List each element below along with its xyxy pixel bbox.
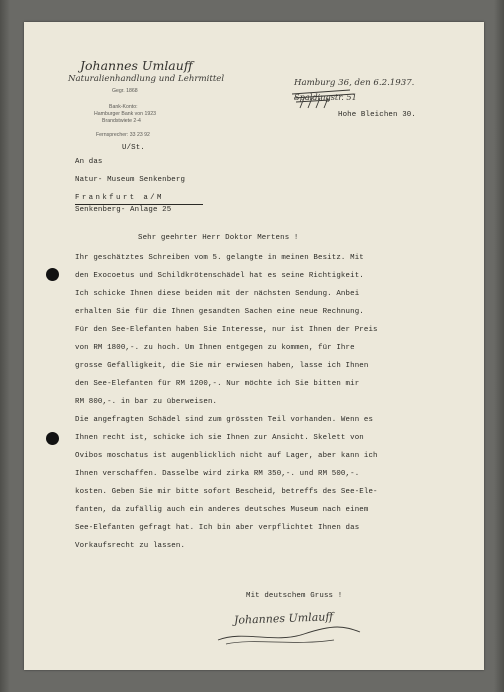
body-line: den Exocoetus und Schildkrötenschädel hat es seine Richtigkeit. xyxy=(75,272,364,280)
salutation: Sehr geehrter Herr Doktor Mertens ! xyxy=(138,234,299,242)
body-line: Ihnen recht ist, schicke ich sie Ihnen zur Ansicht. Skelett von xyxy=(75,434,364,442)
body-line: kosten. Geben Sie mir bitte sofort Bescheid, betreffs des See-Ele- xyxy=(75,488,378,496)
place-date: Hamburg 36, den 6.2.1937. xyxy=(294,78,415,88)
body-line: Für den See-Elefanten haben Sie Interesse, nur ist Ihnen der Preis xyxy=(75,326,378,334)
recipient-line-1: An das xyxy=(75,158,103,166)
punch-hole-top xyxy=(46,268,59,281)
body-line: Die angefragten Schädel sind zum grössten Teil vorhanden. Wenn es xyxy=(75,416,374,424)
reference-mark: U/St. xyxy=(122,144,145,152)
body-line: Ihnen verschaffen. Dasselbe wird zirka RM 350,-. und RM 500,-. xyxy=(75,470,360,478)
body-line: den See-Elefanten für RM 1200,-. Nur möchte ich Sie bitten mir xyxy=(75,380,360,388)
body-line: Vorkaufsrecht zu lassen. xyxy=(75,542,186,550)
street-address: Hohe Bleichen 30. xyxy=(338,111,416,119)
body-line: fanten, da zufällig auch ein anderes deutsches Museum nach einem xyxy=(75,506,369,514)
body-line: RM 800,-. in bar zu überweisen. xyxy=(75,398,218,406)
letterhead-name: Johannes Umlauff xyxy=(80,58,193,73)
body-line: erhalten Sie für die Ihnen gesandten Sachen eine neue Rechnung. xyxy=(75,308,364,316)
letterhead-business: Naturalienhandlung und Lehrmittel xyxy=(68,74,225,84)
punch-hole-bottom xyxy=(46,432,59,445)
signature: Johannes Umlauff xyxy=(233,610,334,627)
recipient-city-underline xyxy=(75,204,203,205)
recipient-line-2: Natur- Museum Senkenberg xyxy=(75,176,186,184)
body-line: grosse Gefälligkeit, die Sie mir erwiesen haben, lasse ich Ihnen xyxy=(75,362,369,370)
letterhead-phone: Fernsprecher: 33 23 92 xyxy=(96,132,150,138)
letter-sheet xyxy=(24,22,484,670)
letterhead-bank-branch: Brandstwiete 2-4 xyxy=(102,118,141,124)
struck-address: Spaldingstr. 51 xyxy=(294,92,357,102)
address-strikeout-marks xyxy=(290,86,360,114)
body-line: Ovibos moschatus ist augenblicklich nicht auf Lager, aber kann ich xyxy=(75,452,378,460)
body-line: von RM 1800,-. zu hoch. Um Ihnen entgegen zu kommen, für Ihre xyxy=(75,344,355,352)
body-line: See-Elefanten gefragt hat. Ich bin aber verpflichtet Ihnen das xyxy=(75,524,360,532)
closing: Mit deutschem Gruss ! xyxy=(246,592,343,600)
letterhead-founded: Gegr. 1868 xyxy=(112,88,138,94)
body-line: Ihr geschätztes Schreiben vom 5. gelangte in meinen Besitz. Mit xyxy=(75,254,364,262)
body-line: Ich schicke Ihnen diese beiden mit der nächsten Sendung. Anbei xyxy=(75,290,360,298)
signature-flourish xyxy=(214,620,364,648)
letterhead-bank-name: Hamburger Bank von 1923 xyxy=(94,111,156,117)
letterhead-bank-label: Bank-Konto: xyxy=(109,104,138,110)
recipient-line-4: Senkenberg- Anlage 25 xyxy=(75,206,172,214)
recipient-city: Frankfurt a/M xyxy=(75,194,164,202)
